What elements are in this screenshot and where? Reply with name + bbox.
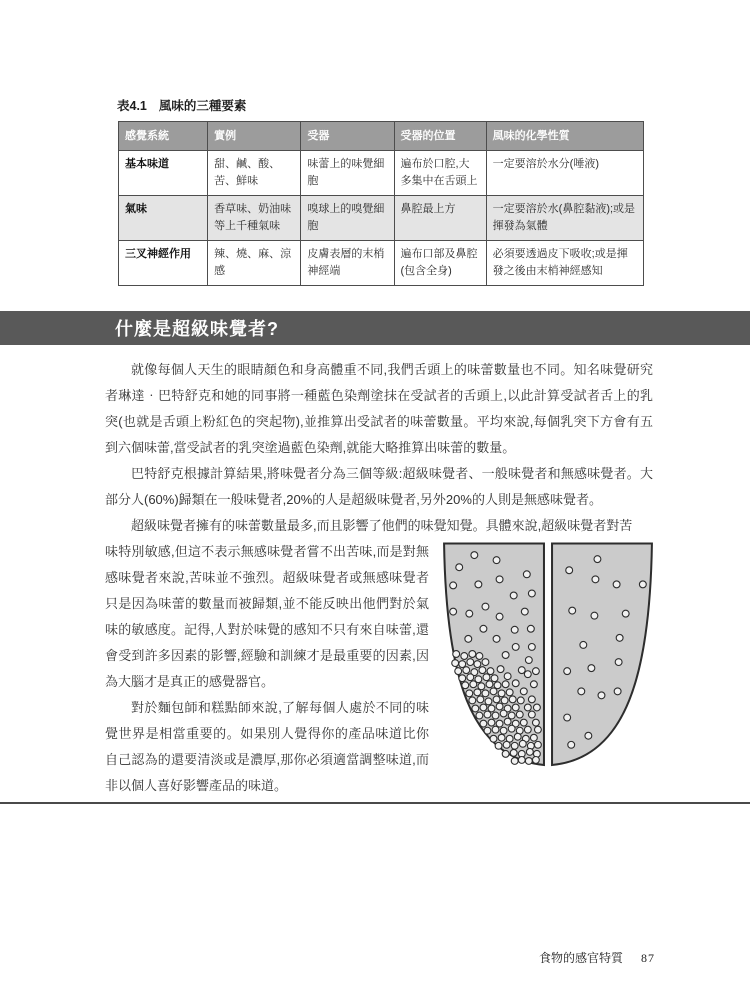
table-caption-label: 表4.1: [117, 99, 147, 113]
article-body: [105, 357, 653, 799]
book-title: 食物的感官特質: [538, 951, 623, 965]
paragraph-4: 對於麵包師和糕點師來說,了解每個人處於不同的味覺世界是相當重要的。如果別人覺得你的產品味道比你自己認為的還要清淡或是濃厚,那你必須適當調整味道,而非以個人喜好影響產品的味道。: [105, 700, 429, 793]
table-body: [119, 151, 644, 286]
table-row: [119, 241, 644, 286]
paragraph-1: 就像每個人天生的眼睛顏色和身高體重不同,我們舌頭上的味蕾數量也不同。知名味覺研究者琳達‧巴特舒克和她的同事將一種藍色染劑塗抹在受試者的舌頭上,以此計算受試者舌上的乳突(也就是舌頭上粉紅色的突起物),並推算出受試者的味蕾數量。平均來說,每個乳突下方會有五到六個味蕾,當受試者的乳突塗過藍色染劑,就能大略推算出味蕾的數量。: [105, 362, 653, 455]
row-header-cell: 基本味道: [119, 151, 208, 196]
table-cell: 遍布口部及鼻腔(包含全身): [394, 241, 486, 286]
table-cell: 皮膚表層的末梢神經端: [301, 241, 394, 286]
table-caption: [117, 96, 246, 114]
footer-divider: [0, 802, 750, 804]
table-cell: 鼻腔最上方: [394, 196, 486, 241]
column-header: 受器的位置: [394, 122, 486, 151]
table-cell: 味蕾上的味覺細胞: [301, 151, 394, 196]
table-cell: 辣、燒、麻、涼感: [208, 241, 301, 286]
table-row: [119, 196, 644, 241]
tongue-illustration: [443, 542, 653, 767]
row-header-cell: 三叉神經作用: [119, 241, 208, 286]
page-footer: [539, 949, 655, 966]
page-number: 87: [641, 951, 655, 965]
table-caption-title: 風味的三種要素: [158, 99, 247, 113]
table-cell: 一定要溶於水分(唾液): [486, 151, 643, 196]
table-cell: 嗅球上的嗅覺細胞: [301, 196, 394, 241]
column-header: 感覺系統: [119, 122, 208, 151]
table-cell: 必須要透過皮下吸收;或是揮發之後由末梢神經感知: [486, 241, 643, 286]
section-banner: [0, 311, 750, 345]
column-header: 實例: [208, 122, 301, 151]
paragraph-3-lead: 超級味覺者擁有的味蕾數量最多,而且影響了他們的味覺知覺。具體來說,超級味覺者對苦: [131, 518, 633, 533]
table-cell: 遍布於口腔,大多集中在舌頭上: [394, 151, 486, 196]
table-cell: 香草味、奶油味等上千種氣味: [208, 196, 301, 241]
row-header-cell: 氣味: [119, 196, 208, 241]
paragraph-2: 巴特舒克根據計算結果,將味覺者分為三個等級:超級味覺者、一般味覺者和無感味覺者。大部分人(60%)歸類在一般味覺者,20%的人是超級味覺者,另外20%的人則是無感味覺者。: [105, 466, 653, 507]
column-header: 受器: [301, 122, 394, 151]
tongue-right-nontaster: [552, 544, 652, 765]
table-cell: 一定要溶於水(鼻腔黏液);或是揮發為氣體: [486, 196, 643, 241]
flavor-elements-table: [118, 121, 644, 286]
tongue-left-supertaster: [444, 544, 544, 765]
section-title: 什麼是超級味覺者?: [115, 319, 279, 339]
paragraph-3-continued: 味特別敏感,但這不表示無感味覺者嘗不出苦味,而是對無感味覺者來說,苦味並不強烈。超級味覺者或無感味覺者只是因為味蕾的數量而被歸類,並不能反映出他們對於氣味的敏感度。記得,人對於味覺的感知不只有來自味蕾,還會受到許多因素的影響,經驗和訓練才是最重要的因素,因為大腦才是真正的感覺器官。: [105, 539, 653, 695]
column-header: 風味的化學性質: [486, 122, 643, 151]
table-cell: 甜、鹹、酸、苦、鮮味: [208, 151, 301, 196]
table-header-row: [119, 122, 644, 151]
table-row: [119, 151, 644, 196]
